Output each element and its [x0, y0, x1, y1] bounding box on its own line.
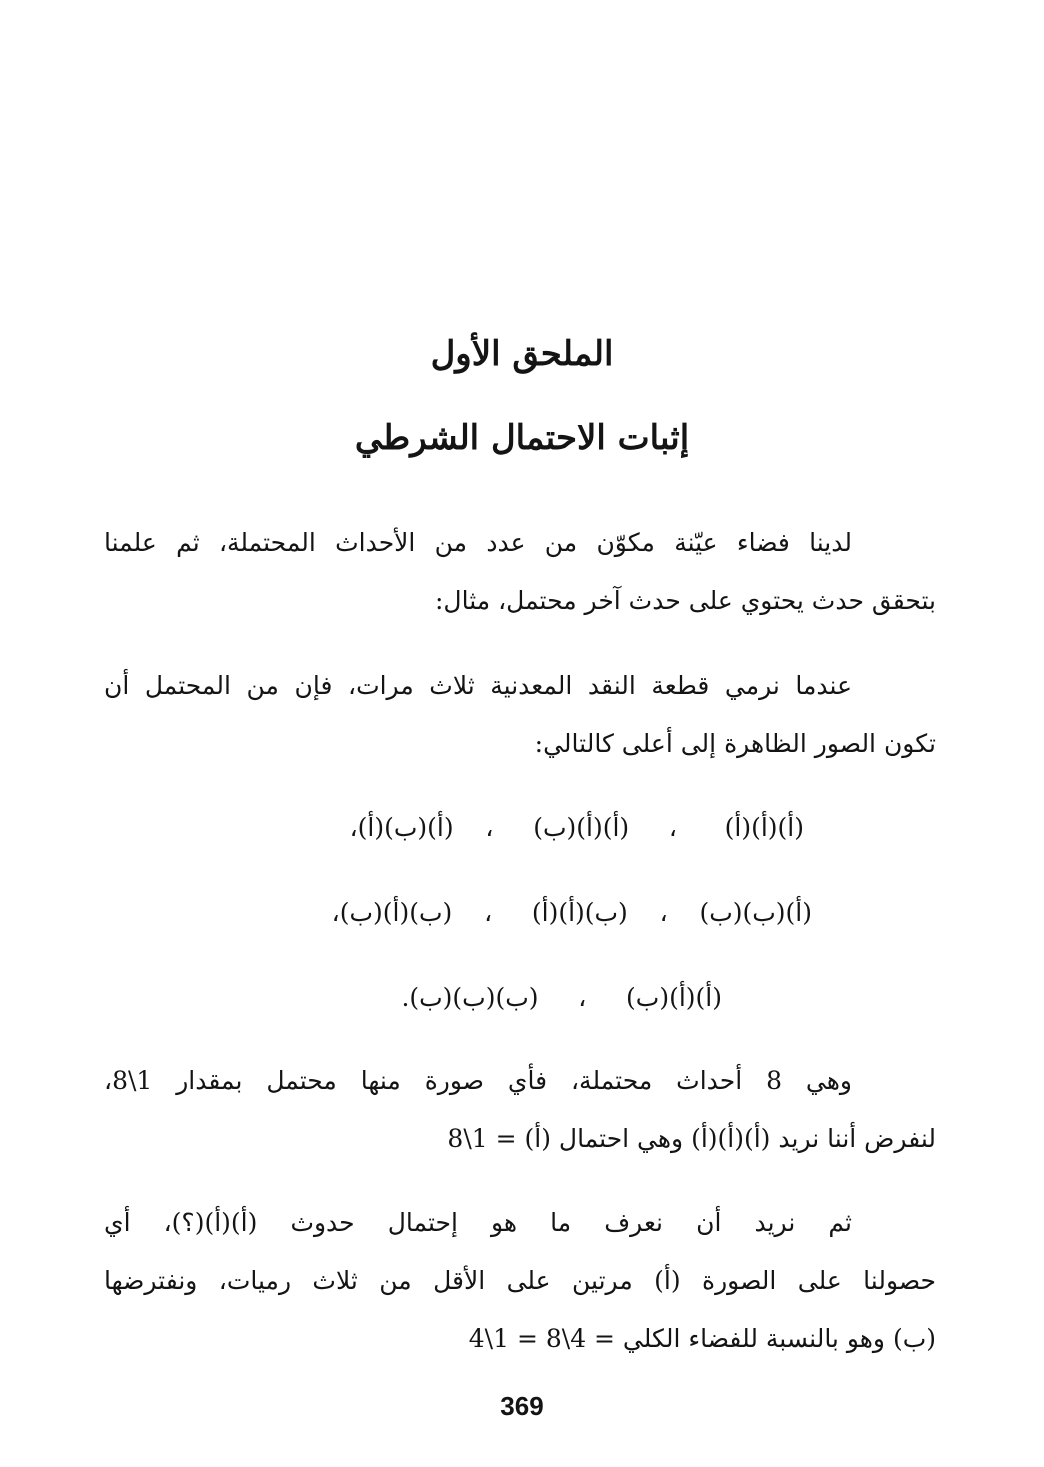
paragraph — [104, 1052, 936, 1168]
paragraph — [104, 657, 936, 773]
paragraph-line: عندما نرمي قطعة النقد المعدنية ثلاث مرات، فإن من المحتمل أن — [104, 671, 852, 700]
appendix-title: الملحق الأول — [430, 334, 614, 374]
paragraph-line: (ب) وهو بالنسبة للفضاء الكلي = 4\8 = 1\4 — [468, 1324, 936, 1353]
paragraph — [104, 514, 936, 630]
outcomes-row: (أ)(ب)(ب) ، (ب)(أ)(أ) ، (ب)(أ)(ب)، — [331, 898, 812, 927]
paragraph-line: بتحقق حدث يحتوي على حدث آخر محتمل، مثال: — [434, 586, 936, 615]
paragraph-line: ثم نريد أن نعرف ما هو إحتمال حدوث (أ)(أ)(؟)، أي — [104, 1208, 852, 1237]
paragraph — [104, 1194, 936, 1368]
outcomes-row: (أ)(أ)(أ) ، (أ)(أ)(ب) ، (أ)(ب)(أ)، — [349, 813, 804, 842]
paragraph-line: لدينا فضاء عيّنة مكوّن من عدد من الأحداث المحتملة، ثم علمنا — [104, 528, 852, 557]
paragraph-line: وهي 8 أحداث محتملة، فأي صورة منها محتمل بمقدار 1\8، — [104, 1066, 852, 1095]
outcomes-row: (أ)(أ)(ب) ، (ب)(ب)(ب). — [401, 983, 722, 1012]
paragraph-line: لنفرض أننا نريد (أ)(أ)(أ) وهي احتمال (أ) = 1\8 — [447, 1124, 936, 1153]
paragraph-line: حصولنا على الصورة (أ) مرتين على الأقل من ثلاث رميات، ونفترضها — [104, 1266, 936, 1295]
paragraph-line: تكون الصور الظاهرة إلى أعلى كالتالي: — [534, 729, 936, 758]
appendix-subtitle: إثبات الاحتمال الشرطي — [354, 418, 690, 458]
page-number: 369 — [500, 1391, 544, 1421]
